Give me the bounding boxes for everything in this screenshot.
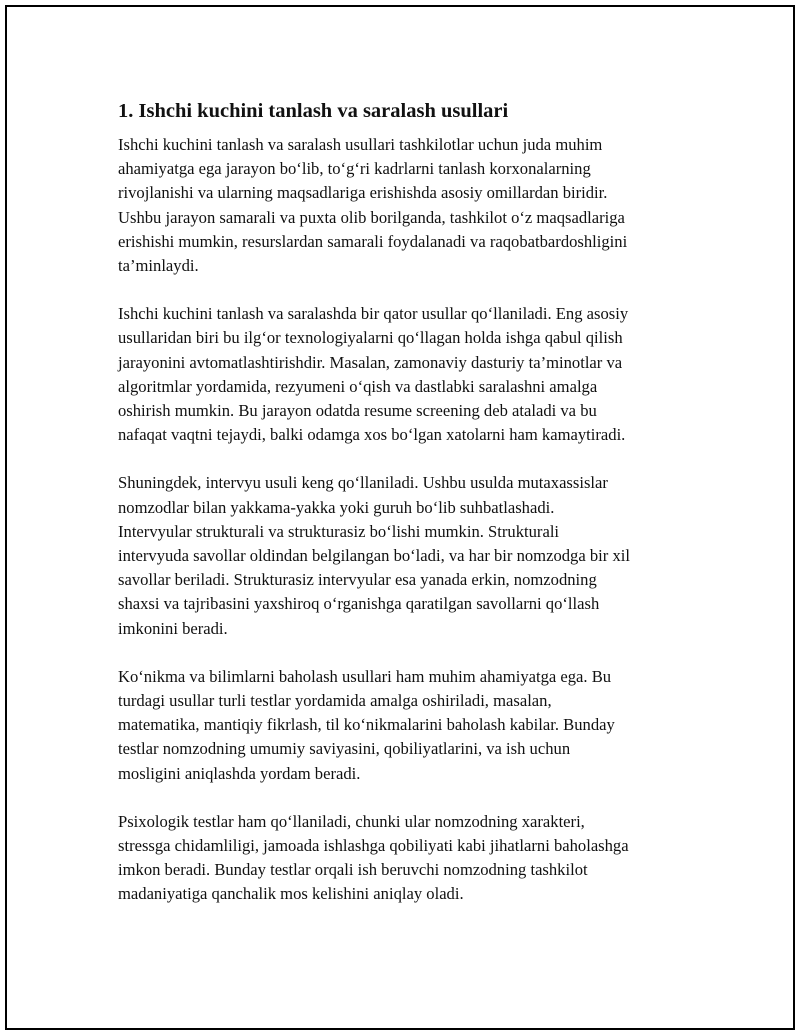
paragraph-line: savollar beriladi. Strukturasiz intervyular esa yanada erkin, nomzodning [118, 570, 597, 590]
paragraph-line: ta’minlaydi. [118, 256, 199, 276]
paragraph-line: Intervyular strukturali va strukturasiz bo‘lishi mumkin. Strukturali [118, 521, 560, 541]
paragraph-line: Ishchi kuchini tanlash va saralash usullari tashkilotlar uchun juda muhim [118, 135, 603, 154]
paragraph-line: matematika, mantiqiy fikrlash, til ko‘nikmalarini baholash kabilar. Bunday [118, 715, 615, 735]
section-heading: 1. Ishchi kuchini tanlash va saralash usullari [118, 100, 509, 122]
paragraph-line: madaniyatiga qanchalik mos kelishini aniqlay oladi. [118, 884, 464, 904]
paragraph-line: oshirish mumkin. Bu jarayon odatda resume screening deb ataladi va bu [118, 401, 597, 421]
paragraph-line: jarayonini avtomatlashtirishdir. Masalan, zamonaviy dasturiy ta’minotlar va [118, 352, 623, 372]
paragraph-line: Psixologik testlar ham qo‘llaniladi, chunki ular nomzodning xarakteri, [118, 811, 585, 831]
page-frame [5, 5, 795, 1030]
paragraph-line: ahamiyatga ega jarayon bo‘lib, to‘g‘ri kadrlarni tanlash korxonalarning [118, 159, 591, 179]
paragraph-line: Ishchi kuchini tanlash va saralashda bir qator usullar qo‘llaniladi. Eng asosiy [118, 304, 629, 324]
paragraph-skills-assessment [118, 665, 718, 786]
paragraph-line: usullaridan biri bu ilg‘or texnologiyalarni qo‘llagan holda ishga qabul qilish [118, 328, 623, 348]
paragraph-line: nafaqat vaqtni tejaydi, balki odamga xos bo‘lgan xatolarni ham kamaytiradi. [118, 425, 626, 445]
paragraph-intro [118, 133, 718, 278]
paragraph-line: shaxsi va tajribasini yaxshiroq o‘rganishga qaratilgan savollarni qo‘llash [118, 594, 600, 614]
paragraph-interview [118, 471, 718, 640]
paragraph-line: Ushbu jarayon samarali va puxta olib borilganda, tashkilot o‘z maqsadlariga [118, 207, 625, 227]
paragraph-psychological-tests [118, 810, 718, 907]
paragraph-line: stressga chidamliligi, jamoada ishlashga qobiliyati kabi jihatlarni baholashga [118, 836, 629, 856]
paragraph-line: algoritmlar yordamida, rezyumeni o‘qish va dastlabki saralashni amalga [118, 376, 598, 396]
paragraph-line: nomzodlar bilan yakkama-yakka yoki guruh bo‘lib suhbatlashadi. [118, 497, 555, 517]
paragraph-line: testlar nomzodning umumiy saviyasini, qobiliyatlarini, va ish uchun [118, 739, 571, 759]
paragraph-line: rivojlanishi va ularning maqsadlariga erishishda asosiy omillardan biridir. [118, 183, 608, 203]
document-body [118, 98, 718, 931]
paragraph-line: erishishi mumkin, resurslardan samarali foydalanadi va raqobatbardoshligini [118, 231, 628, 251]
paragraph-line: Shuningdek, intervyu usuli keng qo‘llaniladi. Ushbu usulda mutaxassislar [118, 473, 608, 493]
paragraph-line: imkon beradi. Bunday testlar orqali ish beruvchi nomzodning tashkilot [118, 860, 588, 880]
paragraph-line: mosligini aniqlashda yordam beradi. [118, 763, 361, 783]
paragraph-automation [118, 302, 718, 447]
paragraph-line: turdagi usullar turli testlar yordamida amalga oshiriladi, masalan, [118, 691, 552, 711]
paragraph-line: Ko‘nikma va bilimlarni baholash usullari ham muhim ahamiyatga ega. Bu [118, 666, 612, 686]
paragraph-line: imkonini beradi. [118, 618, 228, 638]
paragraph-line: intervyuda savollar oldindan belgilangan bo‘ladi, va har bir nomzodga bir xil [118, 546, 630, 566]
